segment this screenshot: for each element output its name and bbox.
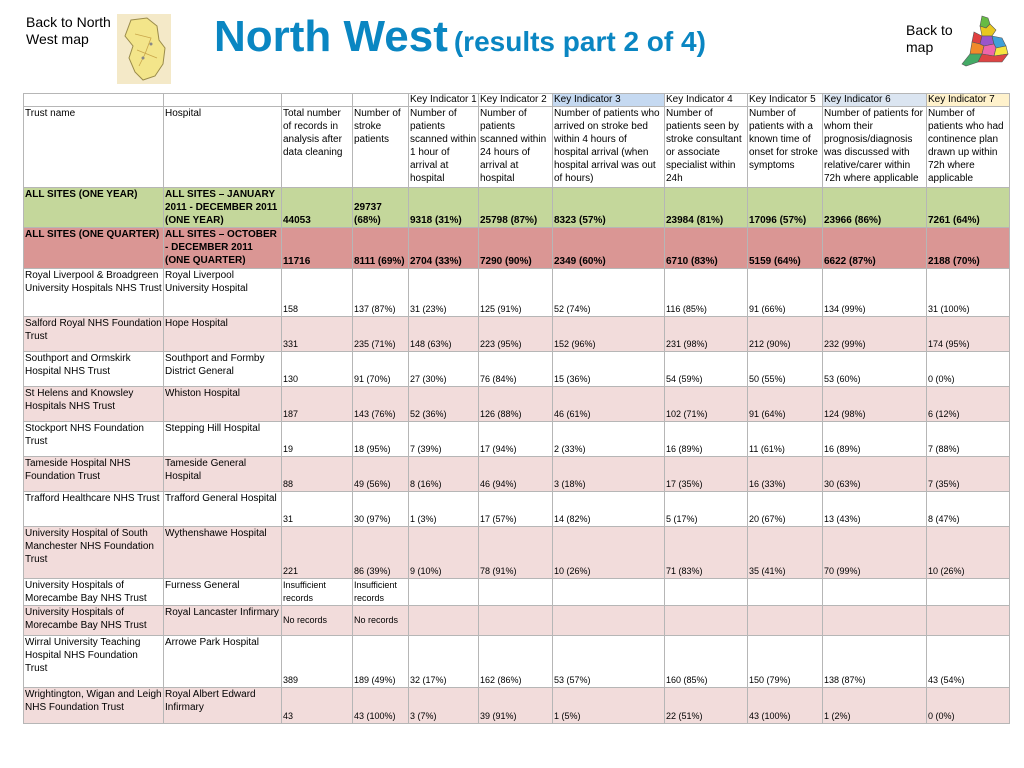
value-cell: 17 (57%) — [479, 492, 553, 527]
value-cell: No records — [282, 606, 353, 636]
value-cell: 76 (84%) — [479, 352, 553, 387]
table-row — [24, 457, 1010, 492]
hospital-cell: Trafford General Hospital — [164, 492, 282, 527]
trust-name-cell: University Hospital of South Manchester NHS Foundation Trust — [24, 527, 164, 579]
value-cell: 43 (100%) — [748, 688, 823, 724]
value-cell: 0 (0%) — [927, 352, 1010, 387]
value-cell — [665, 606, 748, 636]
value-cell: 1 (5%) — [553, 688, 665, 724]
value-cell: 0 (0%) — [927, 688, 1010, 724]
hospital-cell: Royal Liverpool University Hospital — [164, 269, 282, 317]
value-cell: 43 (54%) — [927, 636, 1010, 688]
value-cell: 46 (61%) — [553, 387, 665, 422]
value-cell: 31 (23%) — [409, 269, 479, 317]
value-cell: 15 (36%) — [553, 352, 665, 387]
value-cell: 50 (55%) — [748, 352, 823, 387]
value-cell: 9 (10%) — [409, 527, 479, 579]
value-cell: 53 (57%) — [553, 636, 665, 688]
value-cell: 160 (85%) — [665, 636, 748, 688]
value-cell: 31 (100%) — [927, 269, 1010, 317]
value-cell: 19 — [282, 422, 353, 457]
trust-name-cell: University Hospitals of Morecambe Bay NHS Trust — [24, 579, 164, 606]
key-indicator-3: Key Indicator 3 — [553, 94, 665, 107]
table-row — [24, 606, 1010, 636]
table-row — [24, 492, 1010, 527]
value-cell: 3 (18%) — [553, 457, 665, 492]
value-cell: 18 (95%) — [353, 422, 409, 457]
value-cell: Insufficient records — [282, 579, 353, 606]
value-cell: 6622 (87%) — [823, 228, 927, 269]
col-header-ki3: Number of patients who arrived on stroke bed within 4 hours of hospital arrival (when hospital arrival was out of hours) — [553, 107, 665, 188]
value-cell: 9318 (31%) — [409, 188, 479, 228]
value-cell: 7 (39%) — [409, 422, 479, 457]
value-cell: 30 (97%) — [353, 492, 409, 527]
value-cell: 3 (7%) — [409, 688, 479, 724]
hospital-cell: Whiston Hospital — [164, 387, 282, 422]
value-cell: 2704 (33%) — [409, 228, 479, 269]
back-to-north-west-map-link[interactable]: Back to North West map — [26, 14, 111, 47]
value-cell: 143 (76%) — [353, 387, 409, 422]
table-row — [24, 269, 1010, 317]
table-row — [24, 527, 1010, 579]
table-row — [24, 422, 1010, 457]
key-indicator-2: Key Indicator 2 — [479, 94, 553, 107]
value-cell: 5159 (64%) — [748, 228, 823, 269]
value-cell: 23984 (81%) — [665, 188, 748, 228]
value-cell: 17096 (57%) — [748, 188, 823, 228]
value-cell — [479, 606, 553, 636]
value-cell: 126 (88%) — [479, 387, 553, 422]
value-cell: 11716 — [282, 228, 353, 269]
table-row — [24, 387, 1010, 422]
value-cell: 30 (63%) — [823, 457, 927, 492]
title-main: North West — [214, 12, 448, 61]
value-cell: 25798 (87%) — [479, 188, 553, 228]
value-cell — [748, 606, 823, 636]
value-cell: 91 (70%) — [353, 352, 409, 387]
value-cell: 8 (47%) — [927, 492, 1010, 527]
value-cell: 189 (49%) — [353, 636, 409, 688]
value-cell: 88 — [282, 457, 353, 492]
value-cell: 6 (12%) — [927, 387, 1010, 422]
value-cell: 31 — [282, 492, 353, 527]
value-cell: 2349 (60%) — [553, 228, 665, 269]
value-cell: 389 — [282, 636, 353, 688]
value-cell: 8323 (57%) — [553, 188, 665, 228]
value-cell: 29737 (68%) — [353, 188, 409, 228]
value-cell: 46 (94%) — [479, 457, 553, 492]
value-cell: 7 (35%) — [927, 457, 1010, 492]
value-cell: 39 (91%) — [479, 688, 553, 724]
value-cell: 221 — [282, 527, 353, 579]
value-cell — [927, 579, 1010, 606]
value-cell: 138 (87%) — [823, 636, 927, 688]
summary-row-one-quarter — [24, 228, 1010, 269]
trust-name-cell: Wrightington, Wigan and Leigh NHS Foundation Trust — [24, 688, 164, 724]
summary-row-one-year — [24, 188, 1010, 228]
value-cell: No records — [353, 606, 409, 636]
value-cell: 71 (83%) — [665, 527, 748, 579]
value-cell: 7290 (90%) — [479, 228, 553, 269]
value-cell: 8 (16%) — [409, 457, 479, 492]
value-cell — [665, 579, 748, 606]
value-cell: 13 (43%) — [823, 492, 927, 527]
key-indicator-5: Key Indicator 5 — [748, 94, 823, 107]
col-header-ki2: Number of patients scanned within 24 hours of arrival at hospital — [479, 107, 553, 188]
col-header-ki4: Number of patients seen by stroke consultant or associate specialist within 24h — [665, 107, 748, 188]
value-cell: 116 (85%) — [665, 269, 748, 317]
trust-name-cell: Southport and Ormskirk Hospital NHS Trust — [24, 352, 164, 387]
england-regions-map-icon[interactable] — [960, 14, 1010, 70]
col-header-ki6: Number of patients for whom their prognosis/diagnosis was discussed with relative/carer within 72h where applicable — [823, 107, 927, 188]
value-cell: 52 (36%) — [409, 387, 479, 422]
value-cell: 212 (90%) — [748, 317, 823, 352]
value-cell — [409, 606, 479, 636]
value-cell: 10 (26%) — [553, 527, 665, 579]
col-header-hospital: Hospital — [164, 107, 282, 188]
trust-name-cell: Stockport NHS Foundation Trust — [24, 422, 164, 457]
table-row — [24, 636, 1010, 688]
key-indicator-6: Key Indicator 6 — [823, 94, 927, 107]
value-cell: 91 (64%) — [748, 387, 823, 422]
trust-name-cell: Tameside Hospital NHS Foundation Trust — [24, 457, 164, 492]
value-cell: 1 (3%) — [409, 492, 479, 527]
hospital-cell: ALL SITES – JANUARY 2011 - DECEMBER 2011 (ONE YEAR) — [164, 188, 282, 228]
hospital-cell: Wythenshawe Hospital — [164, 527, 282, 579]
col-header-ki5: Number of patients with a known time of onset for stroke symptoms — [748, 107, 823, 188]
value-cell: 331 — [282, 317, 353, 352]
title-subtitle: (results part 2 of 4) — [453, 26, 706, 57]
key-indicator-7: Key Indicator 7 — [927, 94, 1010, 107]
value-cell: 11 (61%) — [748, 422, 823, 457]
value-cell: 187 — [282, 387, 353, 422]
value-cell: 44053 — [282, 188, 353, 228]
trust-name-cell: Wirral University Teaching Hospital NHS Foundation Trust — [24, 636, 164, 688]
value-cell: 148 (63%) — [409, 317, 479, 352]
col-header-trust: Trust name — [24, 107, 164, 188]
value-cell: 52 (74%) — [553, 269, 665, 317]
trust-name-cell: St Helens and Knowsley Hospitals NHS Trust — [24, 387, 164, 422]
value-cell: 137 (87%) — [353, 269, 409, 317]
value-cell: 6710 (83%) — [665, 228, 748, 269]
value-cell: 53 (60%) — [823, 352, 927, 387]
value-cell — [479, 579, 553, 606]
col-header-ki1: Number of patients scanned within 1 hour of arrival at hospital — [409, 107, 479, 188]
results-table — [23, 93, 1010, 724]
value-cell: 1 (2%) — [823, 688, 927, 724]
value-cell: 32 (17%) — [409, 636, 479, 688]
hospital-cell: Stepping Hill Hospital — [164, 422, 282, 457]
key-indicator-1: Key Indicator 1 — [410, 94, 477, 105]
value-cell: 162 (86%) — [479, 636, 553, 688]
hospital-cell: Hope Hospital — [164, 317, 282, 352]
value-cell: 5 (17%) — [665, 492, 748, 527]
value-cell: 223 (95%) — [479, 317, 553, 352]
value-cell: 27 (30%) — [409, 352, 479, 387]
value-cell: 17 (94%) — [479, 422, 553, 457]
value-cell: 35 (41%) — [748, 527, 823, 579]
value-cell — [553, 606, 665, 636]
value-cell — [409, 579, 479, 606]
value-cell — [823, 579, 927, 606]
value-cell: 43 (100%) — [353, 688, 409, 724]
value-cell: 70 (99%) — [823, 527, 927, 579]
value-cell: 124 (98%) — [823, 387, 927, 422]
table-row — [24, 317, 1010, 352]
value-cell: 2188 (70%) — [927, 228, 1010, 269]
value-cell: 2 (33%) — [553, 422, 665, 457]
trust-name-cell: University Hospitals of Morecambe Bay NHS Trust — [24, 606, 164, 636]
value-cell: 78 (91%) — [479, 527, 553, 579]
value-cell — [553, 579, 665, 606]
trust-name-cell: Royal Liverpool & Broadgreen University Hospitals NHS Trust — [24, 269, 164, 317]
value-cell: 10 (26%) — [927, 527, 1010, 579]
hospital-cell: Royal Albert Edward Infirmary — [164, 688, 282, 724]
hospital-cell: Furness General — [164, 579, 282, 606]
hospital-cell: Royal Lancaster Infirmary — [164, 606, 282, 636]
page-title — [214, 12, 706, 62]
col-header-stroke-patients: Number of stroke patients — [353, 107, 409, 188]
value-cell: 14 (82%) — [553, 492, 665, 527]
key-indicator-4: Key Indicator 4 — [665, 94, 748, 107]
value-cell: Insufficient records — [353, 579, 409, 606]
value-cell: 49 (56%) — [353, 457, 409, 492]
value-cell: 23966 (86%) — [823, 188, 927, 228]
col-header-total-records: Total number of records in analysis after data cleaning — [282, 107, 353, 188]
hospital-cell: Southport and Formby District General — [164, 352, 282, 387]
value-cell: 17 (35%) — [665, 457, 748, 492]
trust-name-cell: ALL SITES (ONE YEAR) — [24, 188, 164, 228]
north-west-map-thumbnail-icon[interactable] — [117, 14, 171, 84]
value-cell: 174 (95%) — [927, 317, 1010, 352]
value-cell: 7261 (64%) — [927, 188, 1010, 228]
table-row — [24, 352, 1010, 387]
value-cell: 7 (88%) — [927, 422, 1010, 457]
value-cell: 16 (89%) — [665, 422, 748, 457]
value-cell: 152 (96%) — [553, 317, 665, 352]
value-cell: 130 — [282, 352, 353, 387]
value-cell — [748, 579, 823, 606]
value-cell: 231 (98%) — [665, 317, 748, 352]
table-row — [24, 688, 1010, 724]
trust-name-cell: ALL SITES (ONE QUARTER) — [24, 228, 164, 269]
value-cell: 134 (99%) — [823, 269, 927, 317]
column-header-row — [24, 107, 1010, 188]
value-cell: 235 (71%) — [353, 317, 409, 352]
value-cell: 86 (39%) — [353, 527, 409, 579]
value-cell: 22 (51%) — [665, 688, 748, 724]
trust-name-cell: Salford Royal NHS Foundation Trust — [24, 317, 164, 352]
hospital-cell: Arrowe Park Hospital — [164, 636, 282, 688]
table-row — [24, 579, 1010, 606]
value-cell: 232 (99%) — [823, 317, 927, 352]
value-cell — [823, 606, 927, 636]
key-indicator-row — [24, 94, 1010, 107]
value-cell: 20 (67%) — [748, 492, 823, 527]
value-cell: 150 (79%) — [748, 636, 823, 688]
value-cell — [927, 606, 1010, 636]
value-cell: 8111 (69%) — [353, 228, 409, 269]
value-cell: 43 — [282, 688, 353, 724]
value-cell: 54 (59%) — [665, 352, 748, 387]
back-to-map-link[interactable]: Back to map — [906, 22, 953, 55]
trust-name-cell: Trafford Healthcare NHS Trust — [24, 492, 164, 527]
value-cell: 125 (91%) — [479, 269, 553, 317]
value-cell: 158 — [282, 269, 353, 317]
hospital-cell: ALL SITES – OCTOBER - DECEMBER 2011 (ONE QUARTER) — [164, 228, 282, 269]
hospital-cell: Tameside General Hospital — [164, 457, 282, 492]
value-cell: 91 (66%) — [748, 269, 823, 317]
value-cell: 102 (71%) — [665, 387, 748, 422]
col-header-ki7: Number of patients who had continence plan drawn up within 72h where applicable — [927, 107, 1010, 188]
value-cell: 16 (89%) — [823, 422, 927, 457]
value-cell: 16 (33%) — [748, 457, 823, 492]
